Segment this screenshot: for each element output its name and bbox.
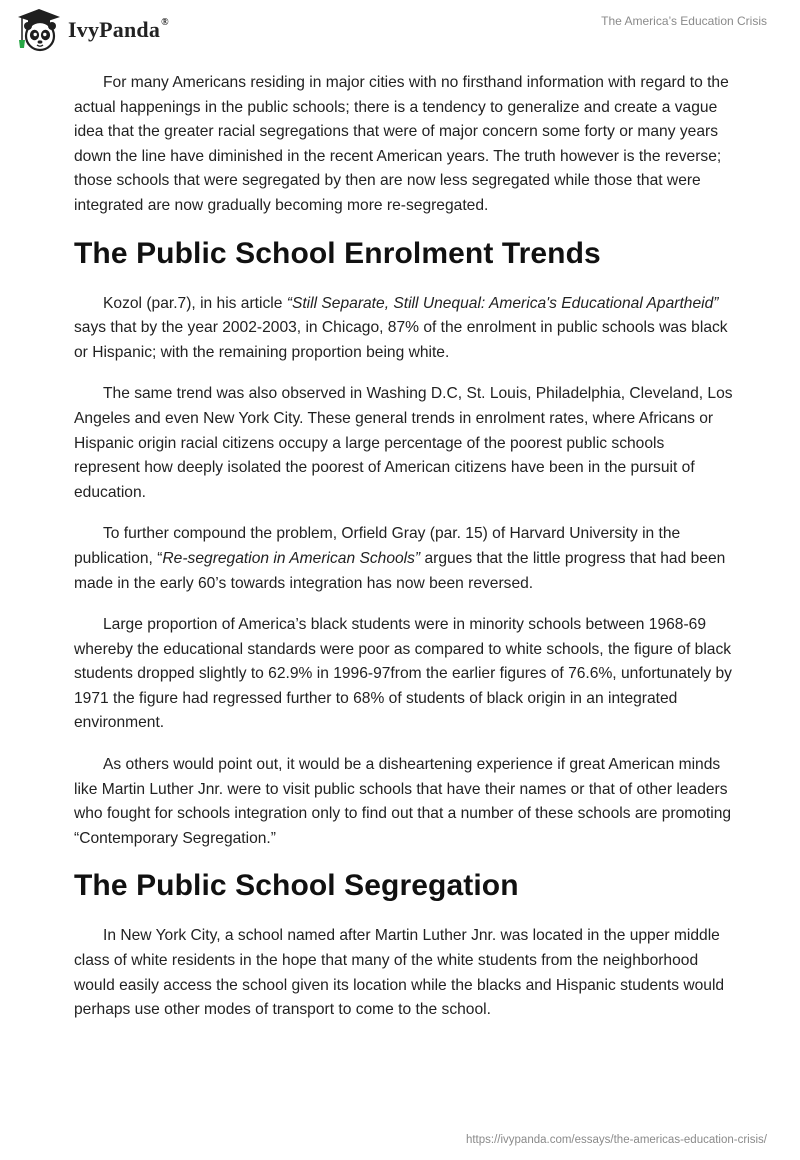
- paragraph-intro: For many Americans residing in major cities with no firsthand information with regard to the actual happenings in the public schools; there is a tendency to generalize and create a vague idea that the greater racial segregations that were of major concern some forty or many years down the line have diminished in the recent American years. The truth however is the reverse; those schools that were segregated by then are now less segregated while those that were integrated are now gradually becoming more re-segregated.: [74, 74, 729, 214]
- brand-name: IvyPanda®: [68, 16, 169, 42]
- heading-enrolment-trends: The Public School Enrolment Trends: [74, 236, 601, 270]
- paragraph-orfield: To further compound the problem, Orfield Gray (par. 15) of Harvard University in the publication, “Re-segregation in American Schools” argues that the little progress that had been made in the early 60’s towards integration has now been reversed.: [74, 525, 726, 592]
- source-url[interactable]: https://ivypanda.com/essays/the-americas-education-crisis/: [465, 1134, 767, 1146]
- panda-graduate-icon: [16, 7, 62, 53]
- page-header: [0, 0, 800, 66]
- cited-title-kozol: “Still Separate, Still Unequal: America's Educational Apartheid”: [286, 294, 719, 312]
- cited-title-orfield: Re-segregation in American Schools”: [162, 549, 421, 567]
- paragraph-new-york: In New York City, a school named after Martin Luther Jnr. was located in the upper middle class of white residents in the hope that many of the white students from the neighborhood would easily access the school given its location while the blacks and Hispanic students would perhaps use other modes of transport to come to the school.: [74, 927, 725, 1019]
- paragraph-same-trend: The same trend was also observed in Washing D.C, St. Louis, Philadelphia, Cleveland, Los Angeles and even New York City. These general trends in enrolment rates, where Africans or Hispanic origin racial citizens occupy a large percentage of the poorest public schools represent how deeply isolated the poorest of American citizens have been in the pursuit of education.: [74, 385, 733, 501]
- brand-logo[interactable]: [16, 7, 169, 53]
- document-title: The America’s Education Crisis: [601, 14, 767, 28]
- article-body: [74, 71, 734, 1040]
- heading-segregation: The Public School Segregation: [74, 869, 519, 903]
- paragraph-statistics: Large proportion of America’s black students were in minority schools between 1968-69 whereby the educational standards were poor as compared to white schools, the figure of black students dropped slightly to 62.9% in 1996-97from the earlier figures of 76.6%, unfortunately by 1971 the figure had regressed further to 68% of students of black origin in an integrated environment.: [74, 616, 732, 732]
- paragraph-kozol: Kozol (par.7), in his article “Still Separate, Still Unequal: America's Educational Apartheid” says that by the year 2002-2003, in Chicago, 87% of the enrolment in public schools was black or Hispanic; with the remaining proportion being white.: [74, 294, 728, 361]
- paragraph-disheartening: As others would point out, it would be a disheartening experience if great American minds like Martin Luther Jnr. were to visit public schools that have their names or that of other leaders who fought for schools integration only to find out that a number of these schools are promoting “Contemporary Segregation.”: [74, 756, 732, 847]
